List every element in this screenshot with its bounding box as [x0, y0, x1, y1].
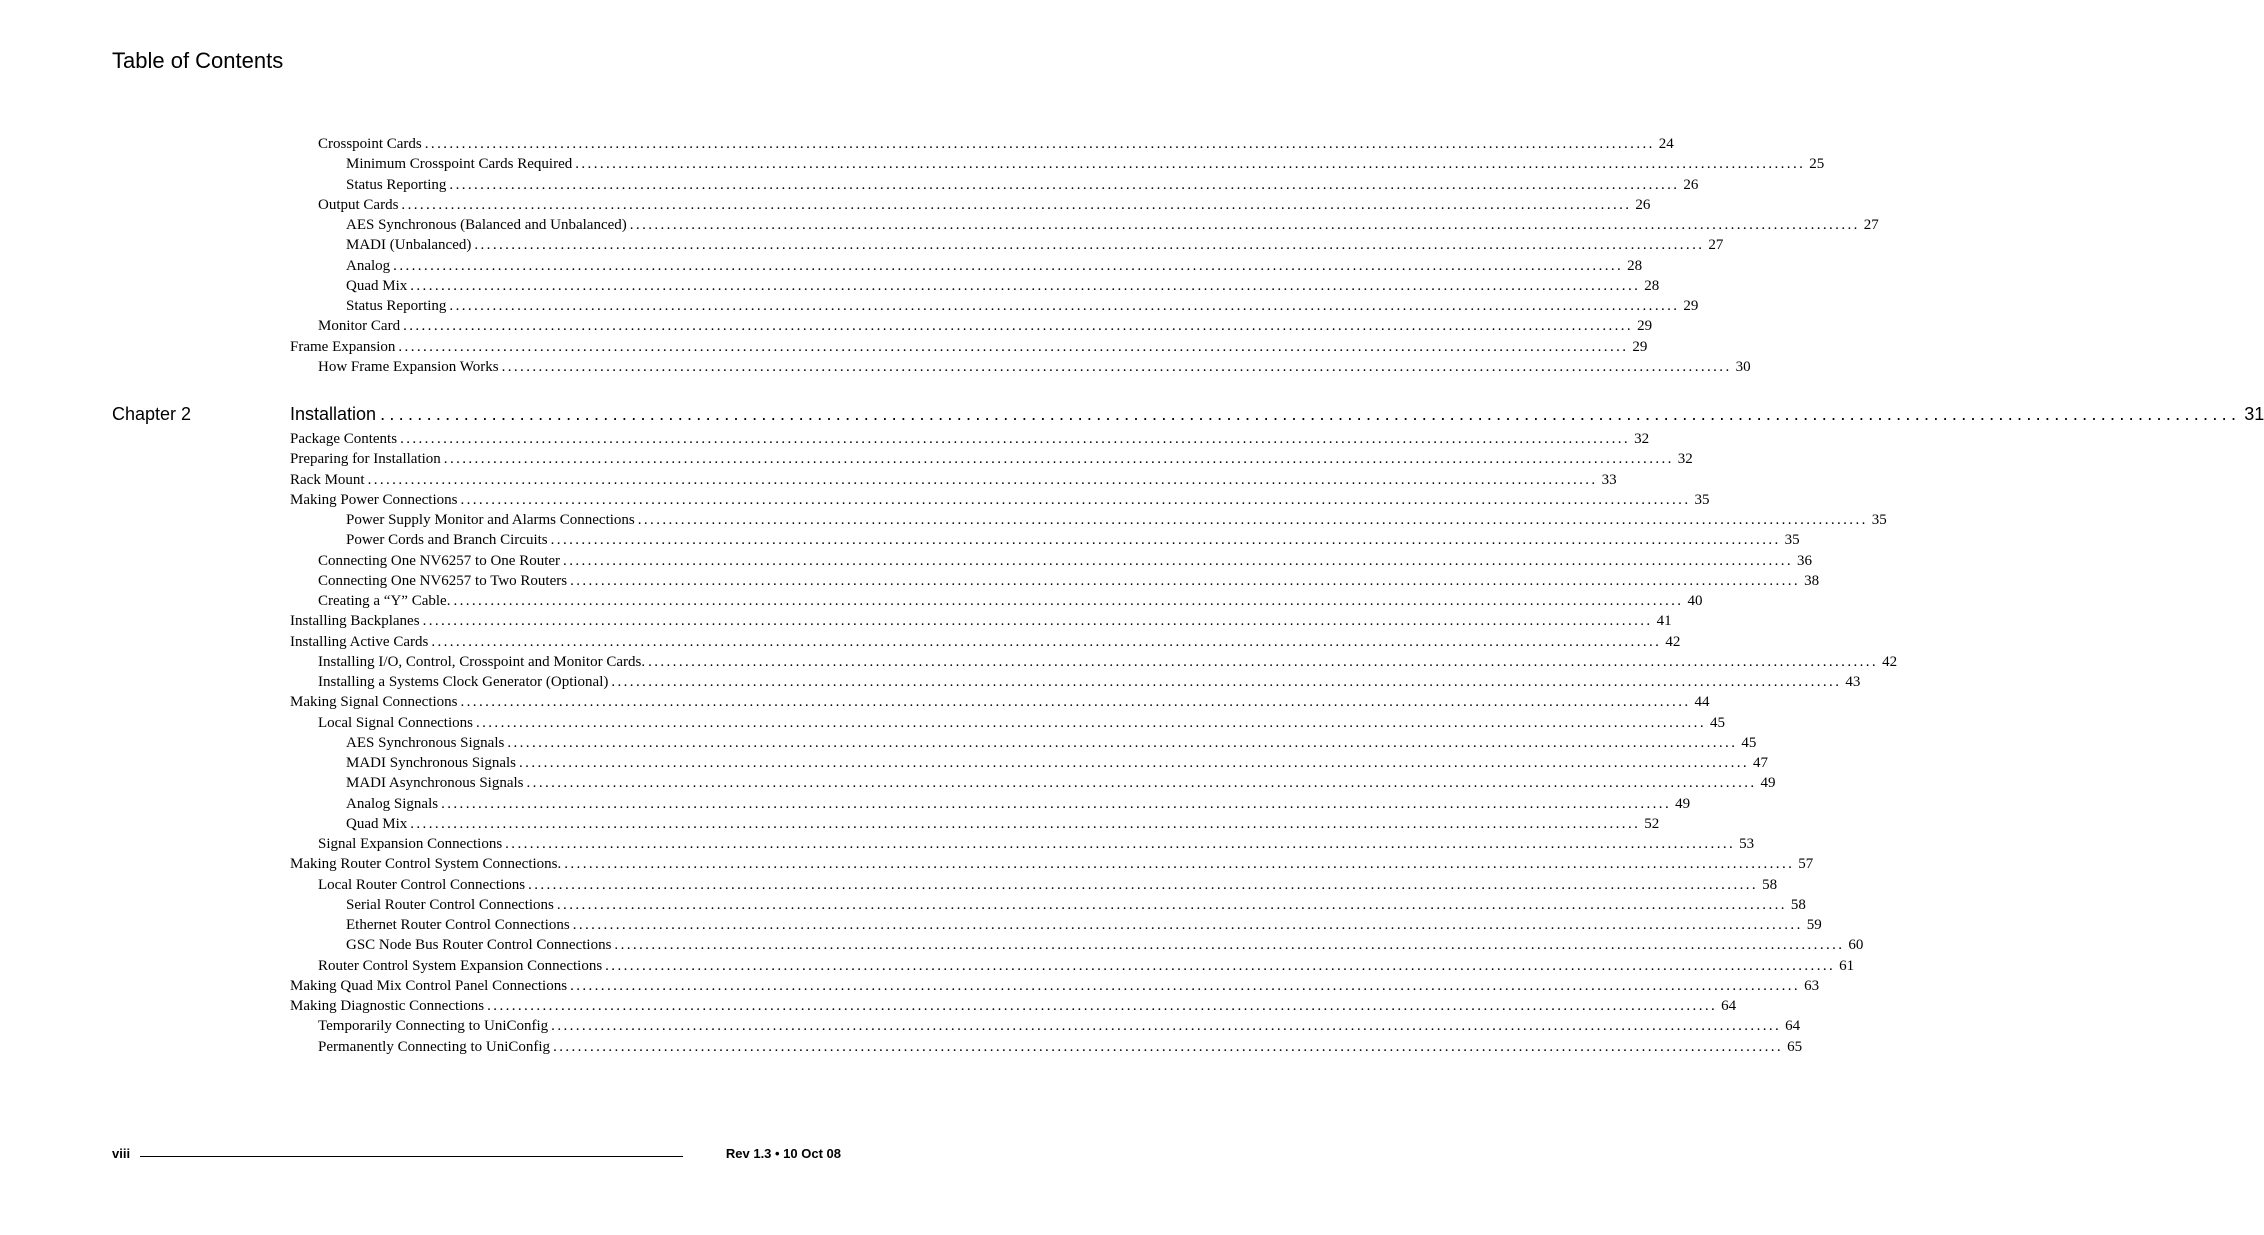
- dot-leader: ........................................................................................................................................................................................................: [401, 196, 1632, 213]
- toc-entry-label: Frame Expansion: [290, 338, 396, 355]
- toc-entry-page-number: 58: [1762, 876, 1778, 893]
- toc-entry-page-number: 30: [1735, 358, 1751, 375]
- toc-entry-label: Analog Signals: [346, 795, 439, 812]
- dot-leader: ........................................................................................................................................................................................................: [575, 156, 1806, 173]
- chapter-page-number: 31: [2244, 404, 2264, 424]
- toc-entry-label: MADI (Unbalanced): [346, 237, 472, 254]
- dot-leader: ........................................................................................................................................................................................................: [443, 451, 1674, 468]
- chapter-title: Installation: [290, 404, 377, 424]
- toc-entry-page-number: 35: [1784, 532, 1800, 549]
- toc-entry[interactable]: [290, 337, 1648, 357]
- toc-entry-page-number: 42: [1882, 653, 1898, 670]
- dot-leader: ........................................................................................................................................................................................................: [474, 237, 1705, 254]
- dot-leader: ........................................................................................................................................................................................................: [556, 896, 1787, 913]
- toc-entry-label: Crosspoint Cards: [318, 136, 422, 152]
- toc-entry[interactable]: [318, 571, 1820, 591]
- toc-entry-label: Making Signal Connections: [290, 694, 458, 711]
- dot-leader: ........................................................................................................................................................................................................: [441, 795, 1672, 812]
- toc-entry-page-number: 61: [1839, 957, 1855, 974]
- toc-entry[interactable]: [290, 449, 1693, 469]
- toc-entry-page-number: 40: [1687, 593, 1703, 609]
- toc-entry-page-number: 29: [1683, 298, 1699, 314]
- dot-leader: ........................................................................................................................................................................................................: [564, 856, 1795, 873]
- toc-entry-label: Making Router Control System Connections.: [290, 856, 562, 873]
- page-title: Table of Contents: [112, 48, 284, 73]
- dot-leader: ........................................................................................................................................................................................................: [460, 694, 1691, 711]
- dot-leader: ........................................................................................................................................................................................................: [410, 277, 1641, 294]
- toc-entry[interactable]: [318, 672, 1861, 692]
- toc-entry[interactable]: [318, 195, 1651, 215]
- toc-entry[interactable]: [290, 996, 1737, 1016]
- toc-entry-page-number: 57: [1798, 856, 1814, 873]
- dot-leader: ........................................................................................................................................................................................................: [550, 532, 1781, 549]
- toc-entry-page-number: 28: [1627, 257, 1643, 274]
- dot-leader: ........................................................................................................................................................................................................: [614, 937, 1845, 954]
- toc-entry-label: Creating a “Y” Cable.: [318, 593, 451, 609]
- toc-entry[interactable]: [318, 134, 1674, 154]
- dot-leader: ........................................................................................................................................................................................................: [400, 431, 1631, 447]
- toc-entry[interactable]: [318, 357, 1751, 377]
- toc-entry[interactable]: [318, 551, 1813, 571]
- toc-entry[interactable]: [346, 530, 1800, 550]
- toc-entry[interactable]: [318, 713, 1725, 733]
- toc-entry[interactable]: [290, 692, 1710, 712]
- toc-entry-page-number: 27: [1863, 217, 1879, 233]
- toc-entry-page-number: 44: [1694, 694, 1710, 711]
- toc-entry-page-number: 65: [1787, 1038, 1803, 1055]
- toc-entry-label: Signal Expansion Connections: [318, 836, 503, 852]
- dot-leader: ........................................................................................................................................................................................................: [380, 404, 2241, 424]
- dot-leader: ........................................................................................................................................................................................................: [393, 257, 1624, 274]
- toc-entry-page-number: 49: [1675, 795, 1691, 812]
- chapter-label: Chapter 2: [112, 404, 192, 424]
- toc-entry-page-number: 41: [1656, 613, 1672, 630]
- toc-entry-page-number: 59: [1806, 917, 1822, 933]
- dot-leader: ........................................................................................................................................................................................................: [551, 1018, 1782, 1035]
- toc-entry-label: Power Supply Monitor and Alarms Connections: [346, 512, 635, 528]
- toc-entry[interactable]: [318, 1037, 1803, 1057]
- toc-entry[interactable]: [346, 753, 1769, 773]
- toc-entry[interactable]: [318, 875, 1778, 895]
- toc-entry-page-number: 29: [1632, 338, 1648, 355]
- toc-entry[interactable]: [346, 235, 1724, 255]
- dot-leader: ........................................................................................................................................................................................................: [570, 977, 1801, 994]
- toc-entry-label: Quad Mix: [346, 277, 408, 294]
- toc-entry-label: Connecting One NV6257 to Two Routers: [318, 572, 568, 589]
- toc-entry-page-number: 29: [1637, 318, 1653, 335]
- toc-entry-label: Serial Router Control Connections: [346, 896, 554, 913]
- toc-entry-page-number: 52: [1644, 815, 1660, 832]
- toc-entry-page-number: 38: [1804, 572, 1820, 589]
- toc-entry[interactable]: [346, 773, 1776, 793]
- chapter-heading[interactable]: [290, 403, 2264, 425]
- toc-entry-page-number: 32: [1634, 431, 1650, 447]
- toc-entry-label: Router Control System Expansion Connections: [318, 957, 603, 974]
- toc-entry-label: Status Reporting: [346, 176, 447, 193]
- toc-entry-label: Installing I/O, Control, Crosspoint and Monitor Cards.: [318, 653, 646, 670]
- dot-leader: ........................................................................................................................................................................................................: [424, 136, 1655, 152]
- toc-entry-page-number: 26: [1635, 196, 1651, 213]
- dot-leader: ........................................................................................................................................................................................................: [526, 775, 1757, 792]
- toc-entry[interactable]: [318, 591, 1703, 611]
- dot-leader: ........................................................................................................................................................................................................: [611, 674, 1842, 690]
- toc-entry[interactable]: [290, 854, 1814, 874]
- toc-entry[interactable]: [346, 296, 1699, 316]
- toc-entry-page-number: 27: [1708, 237, 1724, 254]
- toc-entry[interactable]: [346, 510, 1887, 530]
- dot-leader: ........................................................................................................................................................................................................: [528, 876, 1759, 893]
- toc-entry-page-number: 64: [1721, 998, 1737, 1014]
- footer-revision: Rev 1.3 • 10 Oct 08: [725, 1146, 841, 1161]
- toc-entry[interactable]: [346, 915, 1822, 935]
- toc-entry[interactable]: [290, 429, 1650, 449]
- dot-leader: ........................................................................................................................................................................................................: [553, 1038, 1784, 1055]
- toc-entry-page-number: 36: [1797, 552, 1813, 569]
- dot-leader: ........................................................................................................................................................................................................: [505, 836, 1736, 852]
- toc-entry[interactable]: [346, 733, 1757, 753]
- toc-entry[interactable]: [290, 470, 1617, 490]
- dot-leader: ........................................................................................................................................................................................................: [572, 917, 1803, 933]
- toc-entry-page-number: 24: [1658, 136, 1674, 152]
- toc-entry[interactable]: [346, 215, 1879, 235]
- toc-entry-page-number: 49: [1760, 775, 1776, 792]
- dot-leader: ........................................................................................................................................................................................................: [563, 552, 1794, 569]
- toc-entry[interactable]: [318, 652, 1898, 672]
- toc-entry-page-number: 35: [1871, 512, 1887, 528]
- toc-entry-label: Installing Backplanes: [290, 613, 420, 630]
- dot-leader: ........................................................................................................................................................................................................: [453, 593, 1684, 609]
- toc-entry-label: AES Synchronous Signals: [346, 734, 505, 751]
- dot-leader: ........................................................................................................................................................................................................: [605, 957, 1836, 974]
- dot-leader: ........................................................................................................................................................................................................: [629, 217, 1860, 233]
- toc-entry-page-number: 45: [1741, 734, 1757, 751]
- dot-leader: ........................................................................................................................................................................................................: [519, 755, 1750, 771]
- toc-entry-label: How Frame Expansion Works: [318, 358, 499, 375]
- toc-entry-label: Making Quad Mix Control Panel Connections: [290, 977, 568, 994]
- toc-entry-page-number: 25: [1809, 156, 1825, 173]
- toc-entry-label: Temporarily Connecting to UniConfig: [318, 1018, 549, 1035]
- dot-leader: ........................................................................................................................................................................................................: [501, 358, 1732, 375]
- toc-entry-label: Package Contents: [290, 431, 398, 447]
- toc-entry[interactable]: [346, 276, 1660, 296]
- dot-leader: ........................................................................................................................................................................................................: [449, 298, 1680, 314]
- toc-entry[interactable]: [346, 175, 1699, 195]
- toc-entry[interactable]: [346, 154, 1825, 174]
- toc-entry-label: Status Reporting: [346, 298, 447, 314]
- dot-leader: ........................................................................................................................................................................................................: [398, 338, 1629, 355]
- toc-entry-page-number: 53: [1739, 836, 1755, 852]
- toc-entry-label: Rack Mount: [290, 471, 365, 488]
- toc-entry[interactable]: [318, 1016, 1801, 1036]
- footer-rule: [140, 1156, 683, 1157]
- dot-leader: ........................................................................................................................................................................................................: [507, 734, 1738, 751]
- toc-entry-label: Output Cards: [318, 196, 399, 213]
- dot-leader: ........................................................................................................................................................................................................: [487, 998, 1718, 1014]
- dot-leader: ........................................................................................................................................................................................................: [460, 491, 1691, 508]
- toc-entry-label: Permanently Connecting to UniConfig: [318, 1038, 551, 1055]
- dot-leader: ........................................................................................................................................................................................................: [431, 633, 1662, 650]
- toc-entry[interactable]: [346, 794, 1691, 814]
- toc-entry-page-number: 33: [1601, 471, 1617, 488]
- toc-entry[interactable]: [318, 316, 1653, 336]
- toc-entry-label: MADI Asynchronous Signals: [346, 775, 524, 792]
- toc-entry-label: Installing Active Cards: [290, 633, 429, 650]
- toc-entry-page-number: 43: [1845, 674, 1861, 690]
- toc-entry-label: Power Cords and Branch Circuits: [346, 532, 548, 549]
- toc-entry-label: Quad Mix: [346, 815, 408, 832]
- toc-entry-page-number: 45: [1709, 714, 1725, 731]
- toc-entry[interactable]: [318, 956, 1855, 976]
- footer-page-number: viii: [112, 1146, 131, 1161]
- toc-entry-page-number: 42: [1665, 633, 1681, 650]
- toc-entry-page-number: 28: [1644, 277, 1660, 294]
- toc-entry-label: MADI Synchronous Signals: [346, 755, 517, 771]
- toc-entry-label: Installing a Systems Clock Generator (Optional): [318, 674, 609, 690]
- toc-entry-page-number: 35: [1694, 491, 1710, 508]
- toc-entry-page-number: 64: [1785, 1018, 1801, 1035]
- toc-entry-label: Local Signal Connections: [318, 714, 473, 731]
- toc-entry-label: GSC Node Bus Router Control Connections: [346, 937, 612, 954]
- dot-leader: ........................................................................................................................................................................................................: [637, 512, 1868, 528]
- dot-leader: ........................................................................................................................................................................................................: [648, 653, 1879, 670]
- toc-entry-page-number: 58: [1790, 896, 1806, 913]
- toc-entry-page-number: 60: [1848, 937, 1864, 954]
- toc-entry-page-number: 26: [1683, 176, 1699, 193]
- toc-entry[interactable]: [346, 935, 1864, 955]
- dot-leader: ........................................................................................................................................................................................................: [367, 471, 1598, 488]
- toc-entry-label: Ethernet Router Control Connections: [346, 917, 570, 933]
- dot-leader: ........................................................................................................................................................................................................: [403, 318, 1634, 335]
- dot-leader: ........................................................................................................................................................................................................: [422, 613, 1653, 630]
- toc-entry-label: Connecting One NV6257 to One Router: [318, 552, 561, 569]
- dot-leader: ........................................................................................................................................................................................................: [410, 815, 1641, 832]
- dot-leader: ........................................................................................................................................................................................................: [570, 572, 1801, 589]
- toc-entry-label: Analog: [346, 257, 391, 274]
- toc-entry-page-number: 63: [1804, 977, 1820, 994]
- toc-entry-label: Preparing for Installation: [290, 451, 441, 468]
- toc-entry[interactable]: [346, 256, 1643, 276]
- toc-entry-label: Minimum Crosspoint Cards Required: [346, 156, 573, 173]
- toc-entry-label: AES Synchronous (Balanced and Unbalanced): [346, 217, 627, 233]
- dot-leader: ........................................................................................................................................................................................................: [449, 176, 1680, 193]
- toc-entry[interactable]: [346, 895, 1806, 915]
- toc-entry[interactable]: [290, 490, 1710, 510]
- toc-entry[interactable]: [346, 814, 1660, 834]
- toc-entry-label: Local Router Control Connections: [318, 876, 526, 893]
- toc-entry-label: Making Power Connections: [290, 491, 458, 508]
- dot-leader: ........................................................................................................................................................................................................: [475, 714, 1706, 731]
- toc-entry-page-number: 32: [1677, 451, 1693, 468]
- toc-entry-label: Monitor Card: [318, 318, 401, 335]
- toc-entry[interactable]: [290, 611, 1672, 631]
- toc-entry-page-number: 47: [1753, 755, 1769, 771]
- toc-entry[interactable]: [290, 976, 1820, 996]
- toc-entry-label: Making Diagnostic Connections: [290, 998, 485, 1014]
- toc-entry[interactable]: [318, 834, 1755, 854]
- toc-entry[interactable]: [290, 632, 1681, 652]
